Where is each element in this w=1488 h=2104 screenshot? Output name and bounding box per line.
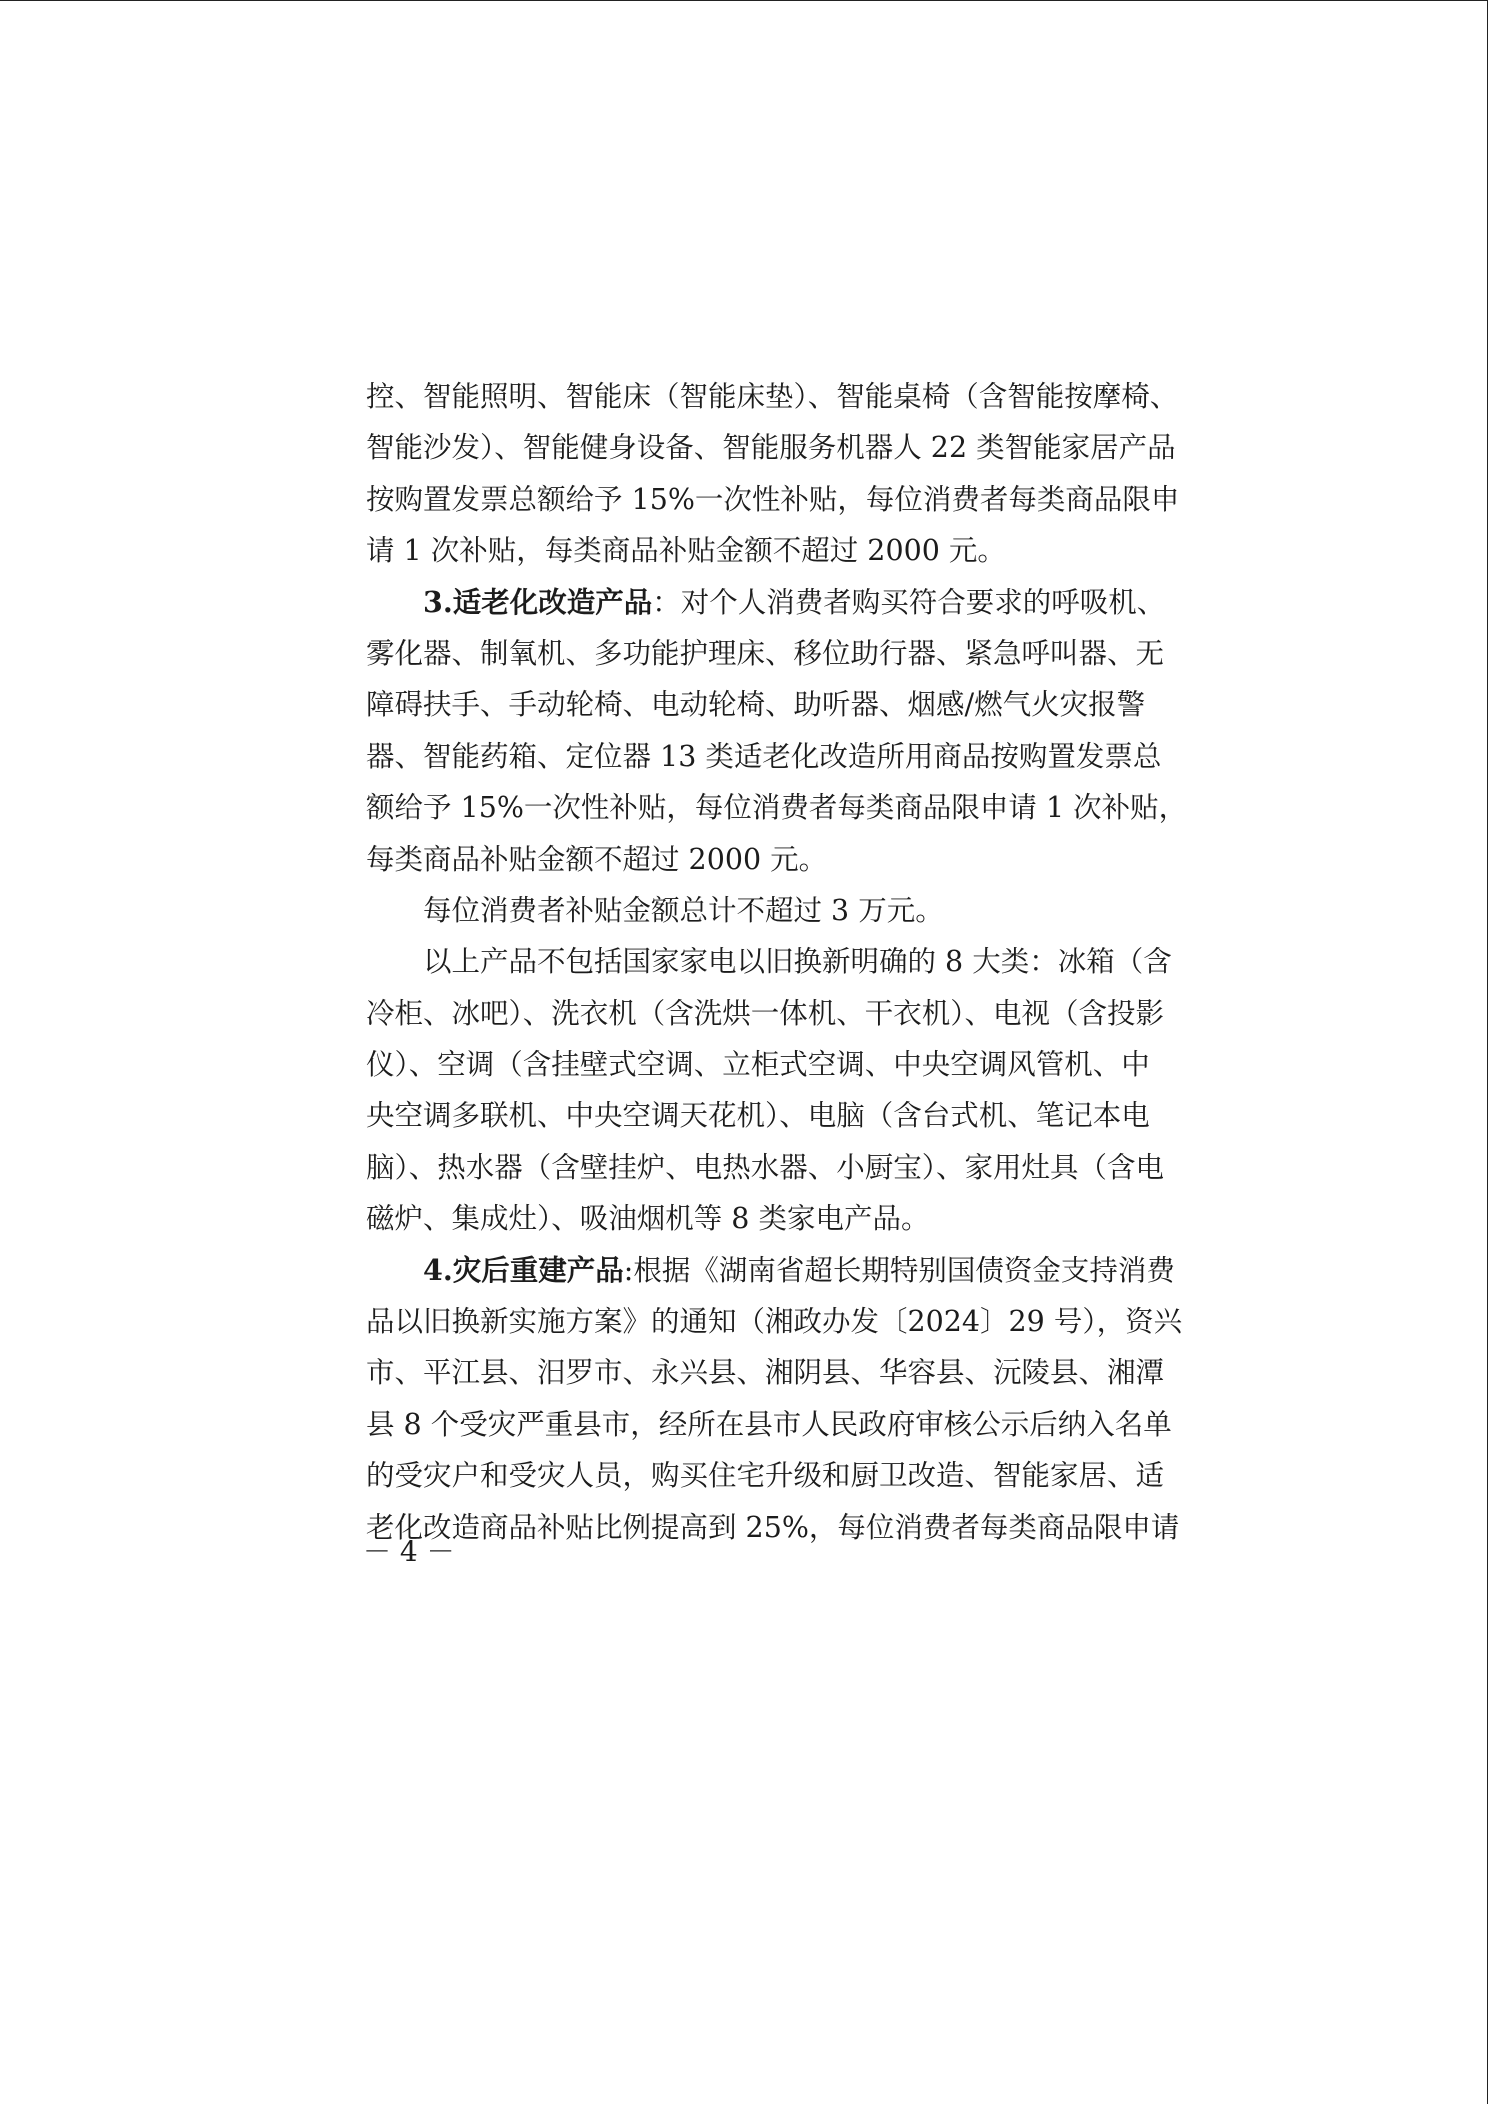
text-line: 的受灾户和受灾人员，购买住宅升级和厨卫改造、智能家居、适 — [366, 1459, 1165, 1493]
text-line: 央空调多联机、中央空调天花机）、电脑（含台式机、笔记本电 — [366, 1099, 1150, 1133]
text-line: 仪）、空调（含挂壁式空调、立柜式空调、中央空调风管机、中 — [366, 1048, 1150, 1082]
text-line: 控、智能照明、智能床（智能床垫）、智能桌椅（含智能按摩椅、 — [366, 380, 1179, 413]
text-line: 每类商品补贴金额不超过 2000 元。 — [366, 842, 828, 876]
text-line — [366, 577, 1166, 628]
text-line — [366, 1245, 1175, 1296]
text-span: :根据《湖南省超长期特别国债资金支持消费 — [623, 1253, 1175, 1287]
section-heading: 3.适老化改造产品 — [423, 584, 653, 619]
section-heading: 4.灾后重建产品 — [423, 1252, 624, 1287]
text-line: 请 1 次补贴，每类商品补贴金额不超过 2000 元。 — [366, 534, 1006, 568]
text-line: 以上产品不包括国家家电以旧换新明确的 8 大类：冰箱（含 — [423, 945, 1172, 979]
text-line: 按购置发票总额给予 15%一次性补贴，每位消费者每类商品限申 — [366, 482, 1180, 516]
text-line: 品以旧换新实施方案》的通知（湘政办发〔2024〕29 号），资兴 — [366, 1305, 1183, 1339]
text-line: 县 8 个受灾严重县市，经所在县市人民政府审核公示后纳入名单 — [366, 1407, 1172, 1441]
text-line: 器、智能药箱、定位器 13 类适老化改造所用商品按购置发票总 — [366, 739, 1162, 773]
page-number: － 4 － — [363, 1535, 455, 1568]
text-line: 脑）、热水器（含壁挂炉、电热水器、小厨宝）、家用灶具（含电 — [366, 1150, 1165, 1184]
body-text — [366, 371, 1188, 1553]
text-span: ：对个人消费者购买符合要求的呼吸机、 — [652, 585, 1166, 619]
text-line: 冷柜、冰吧）、洗衣机（含洗烘一体机、干衣机）、电视（含投影 — [366, 996, 1165, 1030]
text-line: 雾化器、制氧机、多功能护理床、移位助行器、紧急呼叫器、无 — [366, 636, 1165, 670]
text-line: 每位消费者补贴金额总计不超过 3 万元。 — [423, 893, 944, 927]
text-line: 智能沙发）、智能健身设备、智能服务机器人 22 类智能家居产品 — [366, 431, 1176, 465]
text-line: 市、平江县、汨罗市、永兴县、湘阴县、华容县、沅陵县、湘潭 — [366, 1356, 1165, 1390]
text-line: 老化改造商品补贴比例提高到 25%，每位消费者每类商品限申请 — [366, 1510, 1180, 1544]
text-line: 额给予 15%一次性补贴，每位消费者每类商品限申请 1 次补贴， — [366, 791, 1188, 825]
text-line: 障碍扶手、手动轮椅、电动轮椅、助听器、烟感/燃气火灾报警 — [366, 688, 1146, 722]
text-line: 磁炉、集成灶）、吸油烟机等 8 类家电产品。 — [366, 1202, 930, 1236]
